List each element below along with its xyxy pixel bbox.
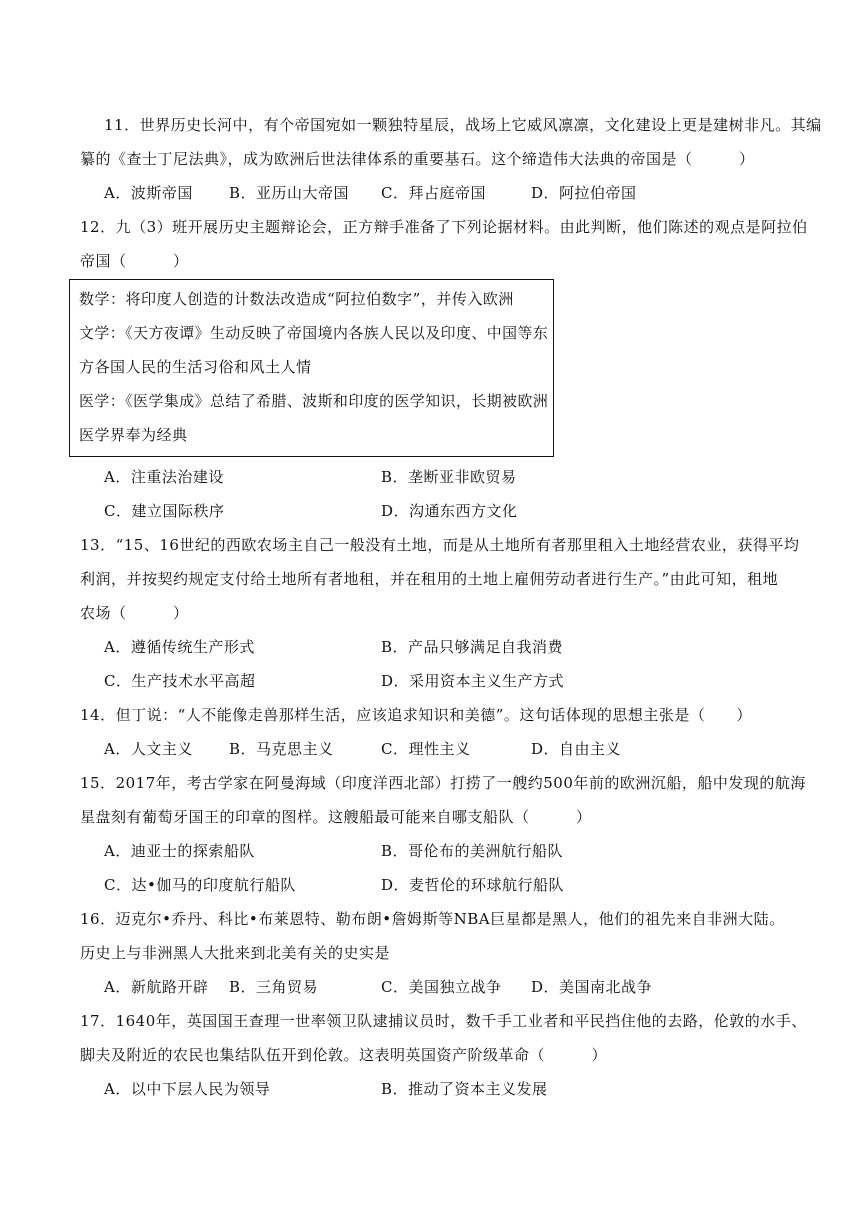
question-16-option-a: A．新航路开辟 [104, 978, 209, 996]
material-line-literature: 文学：《天方夜谭》生动反映了帝国境内各族人民以及印度、中国等东 [79, 324, 549, 342]
material-line-math: 数学：将印度人创造的计数法改造成“阿拉伯数字”，并传入欧洲 [79, 290, 514, 308]
question-13-line-2: 利润，并按契约规定支付给土地所有者地租，并在租用的土地上雇佣劳动者进行生产。”由此可知，租地 [80, 570, 779, 588]
question-14-option-c: C．理性主义 [381, 740, 471, 758]
question-12-line-2: 帝国（ ） [80, 252, 189, 270]
question-11-option-b: B．亚历山大帝国 [229, 184, 350, 202]
question-12-option-a: A．注重法治建设 [104, 468, 224, 486]
question-13-option-d: D．采用资本主义生产方式 [381, 672, 565, 690]
material-line-literature-cont: 方各国人民的生活习俗和风土人情 [79, 358, 312, 376]
question-13-line-1: 13．“15、16世纪的西欧农场主自己一般没有土地，而是从土地所有者那里租入土地经营农业，获得平均 [80, 536, 800, 554]
question-17-line-2: 脚夫及附近的农民也集结队伍开到伦敦。这表明英国资产阶级革命（ ） [80, 1046, 608, 1064]
question-11-option-a: A．波斯帝国 [104, 184, 193, 202]
question-16-option-d: D．美国南北战争 [531, 978, 653, 996]
question-13-option-b: B．产品只够满足自我消费 [381, 638, 564, 656]
question-16-line-2: 历史上与非洲黑人大批来到北美有关的史实是 [80, 944, 391, 962]
material-line-medicine: 医学：《医学集成》总结了希腊、波斯和印度的医学知识，长期被欧洲 [79, 392, 549, 410]
question-14-option-b: B．马克思主义 [229, 740, 334, 758]
question-12-material-box [69, 279, 554, 457]
question-13-option-c: C．生产技术水平高超 [104, 672, 256, 690]
question-12-option-b: B．垄断亚非欧贸易 [381, 468, 517, 486]
question-11-line-1: 11．世界历史长河中，有个帝国宛如一颗独特星辰，战场上它威风凛凛，文化建设上更是建树非凡。其编 [104, 116, 822, 134]
question-16-option-b: B．三角贸易 [229, 978, 319, 996]
question-15-option-c: C．达•伽马的印度航行船队 [104, 876, 296, 894]
question-13-option-a: A．遵循传统生产形式 [104, 638, 255, 656]
question-12-option-d: D．沟通东西方文化 [381, 502, 518, 520]
question-16-line-1: 16．迈克尔•乔丹、科比•布莱恩特、勒布朗•詹姆斯等NBA巨星都是黑人，他们的祖先来自非洲大陆。 [80, 910, 785, 928]
question-12-line-1: 12．九（3）班开展历史主题辩论会，正方辩手准备了下列论据材料。由此判断，他们陈述的观点是阿拉伯 [80, 218, 808, 236]
question-15-option-a: A．迪亚士的探索船队 [104, 842, 255, 860]
question-14-option-a: A．人文主义 [104, 740, 193, 758]
question-12-option-c: C．建立国际秩序 [104, 502, 225, 520]
material-line-medicine-cont: 医学界奉为经典 [79, 426, 188, 444]
question-14-line-1: 14．但丁说：“人不能像走兽那样生活，应该追求知识和美德”。这句话体现的思想主张是（ ） [80, 706, 752, 724]
question-17-line-1: 17．1640年，英国国王查理一世率领卫队逮捕议员时，数千手工业者和平民挡住他的去路，伦敦的水手、 [80, 1012, 807, 1030]
question-15-line-2: 星盘刻有葡萄牙国王的印章的图样。这艘船最可能来自哪支船队（ ） [80, 808, 592, 826]
question-13-line-3: 农场（ ） [80, 604, 189, 622]
question-16-option-c: C．美国独立战争 [381, 978, 502, 996]
question-11-option-c: C．拜占庭帝国 [381, 184, 486, 202]
question-17-option-a: A．以中下层人民为领导 [104, 1080, 271, 1098]
question-14-option-d: D．自由主义 [531, 740, 622, 758]
question-15-line-1: 15．2017年，考古学家在阿曼海域（印度洋西北部）打捞了一艘约500年前的欧洲沉船，船中发现的航海 [80, 774, 806, 792]
question-11-option-d: D．阿拉伯帝国 [531, 184, 637, 202]
question-11-line-2: 纂的《查士丁尼法典》，成为欧洲后世法律体系的重要基石。这个缔造伟大法典的帝国是（ ） [80, 150, 755, 168]
question-15-option-b: B．哥伦布的美洲航行船队 [381, 842, 564, 860]
question-17-option-b: B．推动了资本主义发展 [381, 1080, 548, 1098]
question-15-option-d: D．麦哲伦的环球航行船队 [381, 876, 565, 894]
